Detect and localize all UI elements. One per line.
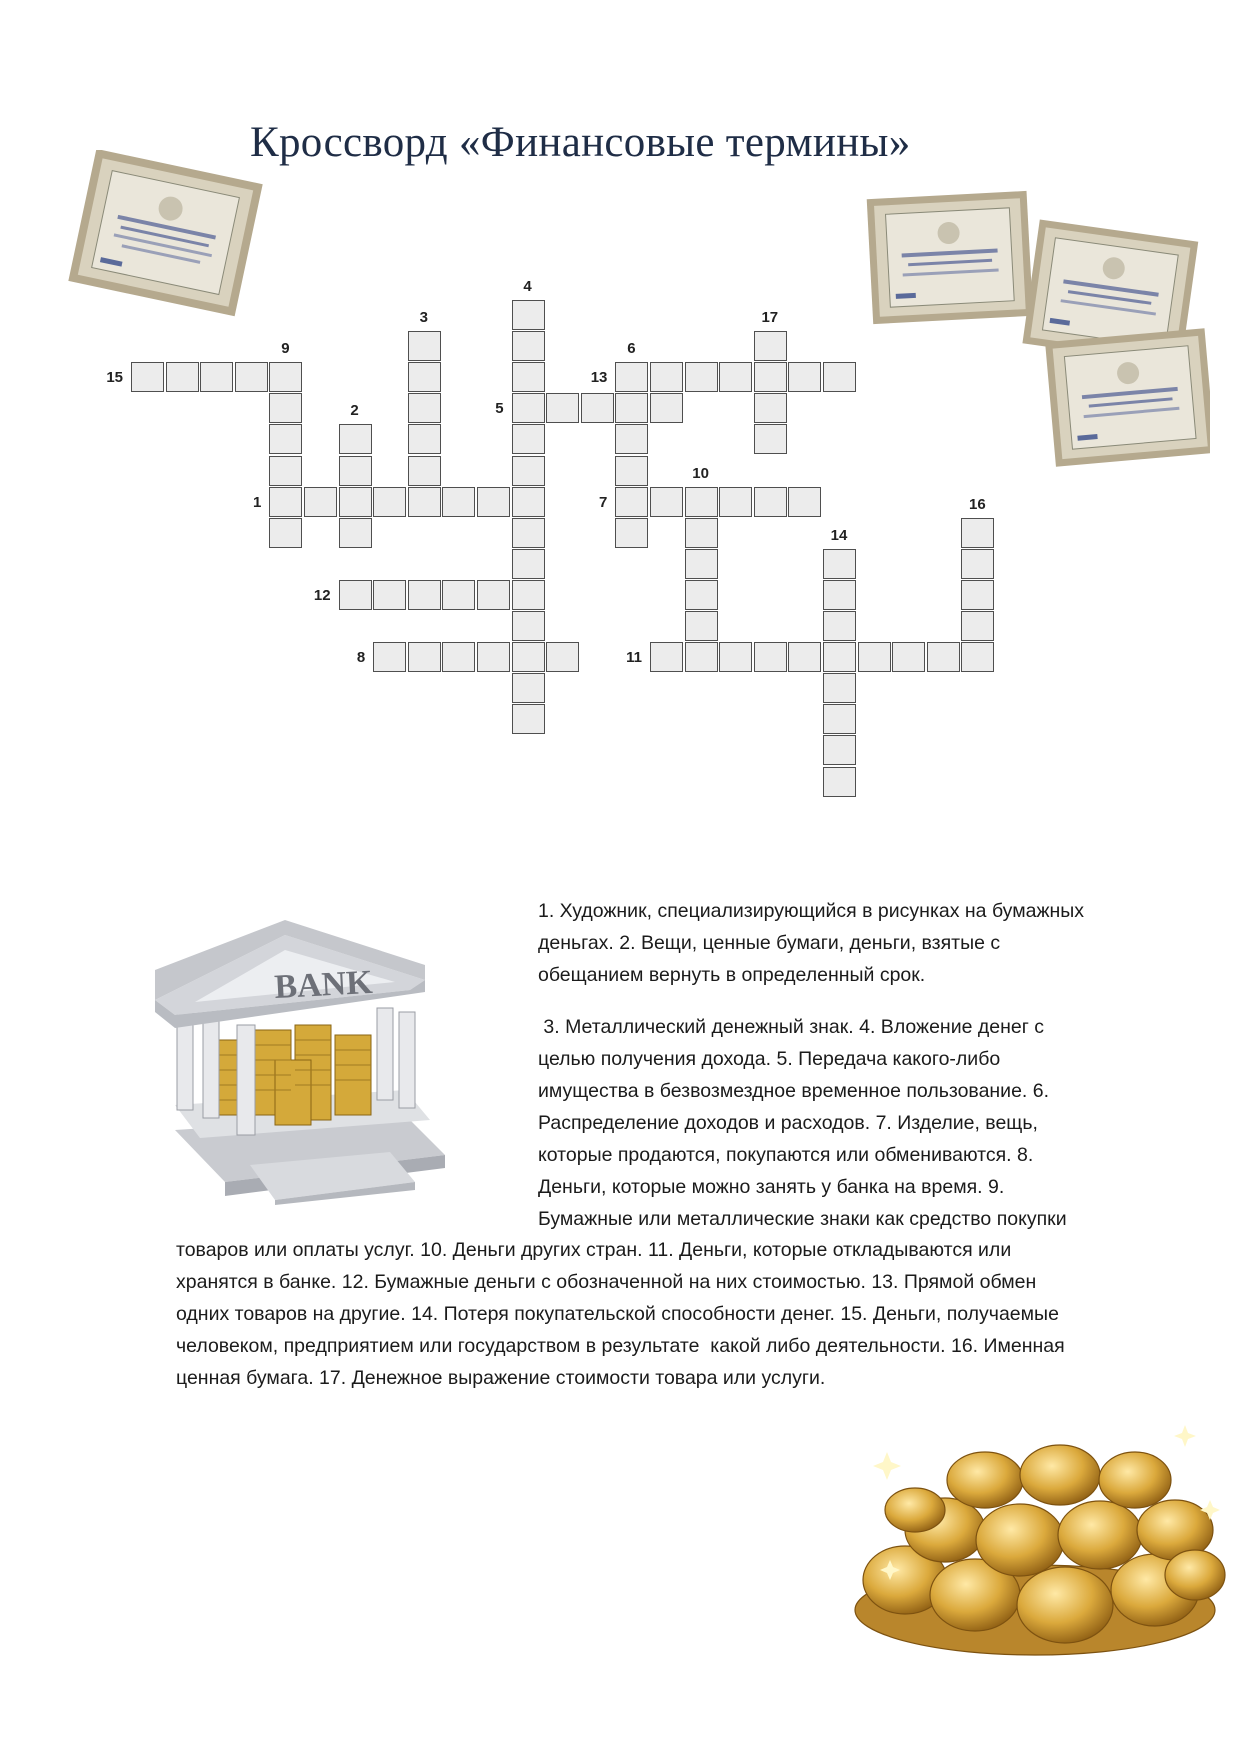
crossword-cell[interactable] [615,518,648,548]
crossword-cell[interactable] [408,642,441,672]
clue-number-4: 4 [523,278,532,295]
crossword-cell[interactable] [615,393,648,423]
clue-number-11: 11 [626,649,642,667]
crossword-cell[interactable] [650,642,683,672]
crossword-cell[interactable] [927,642,960,672]
crossword-cell[interactable] [339,424,372,454]
clue-number-1: 1 [253,493,262,511]
clue-line: имущества в безвозмездное временное пользование. 6. [538,1080,1050,1102]
crossword-cell[interactable] [650,362,683,392]
crossword-cell[interactable] [512,642,545,672]
crossword-cell[interactable] [512,331,545,361]
clue-line: Бумажные или металлические знаки как средство покупки [538,1208,1067,1230]
crossword-cell[interactable] [512,611,545,641]
clue-number-8: 8 [356,649,366,667]
crossword-cell[interactable] [408,331,441,361]
clue-number-13: 13 [590,369,608,387]
clue-number-2: 2 [350,402,359,420]
bank-sign-text: BANK [273,963,374,1006]
crossword-cell[interactable] [685,362,718,392]
clue-number-12: 12 [313,586,331,604]
crossword-cell[interactable] [512,393,545,423]
clue-number-6: 6 [627,340,636,358]
crossword-cell[interactable] [408,487,441,517]
crossword-cell[interactable] [373,580,406,610]
crossword-cell[interactable] [685,642,718,672]
crossword-cell[interactable] [754,362,787,392]
crossword-cell[interactable] [512,518,545,548]
crossword-cell[interactable] [131,362,164,392]
crossword-cell[interactable] [269,424,302,454]
clue-line: товаров или оплаты услуг. 10. Деньги других стран. 11. Деньги, которые откладываются или [176,1239,1012,1261]
crossword-cell[interactable] [615,424,648,454]
clue-number-17: 17 [761,309,779,327]
crossword-cell[interactable] [788,642,821,672]
clue-number-5: 5 [495,400,504,418]
crossword-cell[interactable] [615,487,648,517]
crossword-cell[interactable] [823,362,856,392]
crossword-cell[interactable] [166,362,199,392]
crossword-cell[interactable] [269,393,302,423]
clue-number-14: 14 [830,526,848,544]
crossword-cell[interactable] [615,362,648,392]
bank-building-illustration [155,920,455,1205]
clue-line: ценная бумага. 17. Денежное выражение стоимости товара или услуги. [176,1367,826,1389]
crossword-cell[interactable] [788,362,821,392]
crossword-cell[interactable] [823,580,856,610]
crossword-cell[interactable] [961,642,994,672]
crossword-cell[interactable] [754,424,787,454]
crossword-cell[interactable] [961,611,994,641]
crossword-cell[interactable] [685,580,718,610]
crossword-cell[interactable] [719,642,752,672]
clue-number-7: 7 [599,493,608,511]
crossword-cell[interactable] [512,704,545,734]
crossword-cell[interactable] [615,456,648,486]
clue-line: обещанием вернуть в определенный срок. [538,964,926,986]
clue-line: хранятся в банке. 12. Бумажные деньги с обозначенной на них стоимостью. 13. Прямой обмен [176,1271,1037,1293]
crossword-cell[interactable] [754,487,787,517]
crossword-cell[interactable] [512,362,545,392]
page-title: Кроссворд «Финансовые термины» [250,119,911,166]
crossword-cell[interactable] [269,362,302,392]
clue-line: человеком, предприятием или государством в результате какой либо деятельности. 16. Именная [176,1335,1065,1357]
crossword-cell[interactable] [823,673,856,703]
crossword-cell[interactable] [269,487,302,517]
crossword-cell[interactable] [961,518,994,548]
crossword-cell[interactable] [650,393,683,423]
crossword-cell[interactable] [754,642,787,672]
crossword-cell[interactable] [512,673,545,703]
crossword-cell[interactable] [823,767,856,797]
crossword-cell[interactable] [477,487,510,517]
crossword-cell[interactable] [408,393,441,423]
crossword-cell[interactable] [685,611,718,641]
clues-block-1-2 [538,895,1138,991]
crossword-cell[interactable] [339,456,372,486]
crossword-cell[interactable] [373,487,406,517]
crossword-cell[interactable] [408,456,441,486]
crossword-cell[interactable] [823,611,856,641]
clue-number-9: 9 [281,340,290,358]
crossword-cell[interactable] [477,580,510,610]
crossword-cell[interactable] [823,704,856,734]
clue-line: целью получения дохода. 5. Передача какого-либо [538,1048,1001,1070]
crossword-cell[interactable] [858,642,891,672]
crossword-cell[interactable] [754,331,787,361]
crossword-cell[interactable] [442,580,475,610]
crossword-cell[interactable] [235,362,268,392]
crossword-cell[interactable] [373,642,406,672]
crossword-cell[interactable] [581,393,614,423]
clue-line: Деньги, которые можно занять у банка на время. 9. [538,1176,1005,1198]
crossword-cell[interactable] [823,549,856,579]
crossword-cell[interactable] [304,487,337,517]
crossword-cell[interactable] [512,424,545,454]
crossword-cell[interactable] [408,580,441,610]
crossword-cell[interactable] [685,487,718,517]
crossword-cell[interactable] [269,456,302,486]
clue-line: деньгах. 2. Вещи, ценные бумаги, деньги, взятые с [538,932,1001,954]
clue-number-15: 15 [106,369,123,387]
crossword-cell[interactable] [823,735,856,765]
crossword-cell[interactable] [512,456,545,486]
crossword-cell[interactable] [512,300,545,330]
crossword-cell[interactable] [754,393,787,423]
crossword-cell[interactable] [339,487,372,517]
crossword-cell[interactable] [823,642,856,672]
gold-coins-pile-illustration [835,1410,1235,1665]
crossword-cell[interactable] [339,518,372,548]
clues-block-10-17 [176,1234,1136,1394]
crossword-cell[interactable] [442,642,475,672]
crossword-cell[interactable] [512,580,545,610]
crossword-cell[interactable] [408,424,441,454]
crossword-cell[interactable] [719,362,752,392]
crossword-cell[interactable] [200,362,233,392]
crossword-cell[interactable] [408,362,441,392]
crossword-cell[interactable] [477,642,510,672]
crossword-cell[interactable] [685,518,718,548]
crossword-cell[interactable] [719,487,752,517]
crossword-cell[interactable] [512,549,545,579]
crossword-cell[interactable] [269,518,302,548]
crossword-cell[interactable] [546,393,579,423]
clue-number-3: 3 [419,309,428,327]
clue-line: одних товаров на другие. 14. Потеря покупательской способности денег. 15. Деньги, получаемые [176,1303,1059,1325]
crossword-cell[interactable] [961,580,994,610]
clue-number-10: 10 [692,464,709,482]
clue-line: 1. Художник, специализирующийся в рисунках на бумажных [538,900,1085,922]
crossword-cell[interactable] [892,642,925,672]
crossword-cell[interactable] [546,642,579,672]
crossword-cell[interactable] [650,487,683,517]
crossword-cell[interactable] [512,487,545,517]
crossword-cell[interactable] [339,580,372,610]
clue-line: 3. Металлический денежный знак. 4. Вложение денег с [538,1016,1044,1038]
clues-block-3-9 [538,1011,1138,1235]
crossword-cell[interactable] [788,487,821,517]
crossword-cell[interactable] [685,549,718,579]
clue-number-16: 16 [969,495,986,513]
crossword-grid [0,0,1240,860]
crossword-cell[interactable] [442,487,475,517]
clue-line: Распределение доходов и расходов. 7. Изделие, вещь, [538,1112,1038,1134]
crossword-cell[interactable] [961,549,994,579]
clue-line: которые продаются, покупаются или обмениваются. 8. [538,1144,1034,1166]
